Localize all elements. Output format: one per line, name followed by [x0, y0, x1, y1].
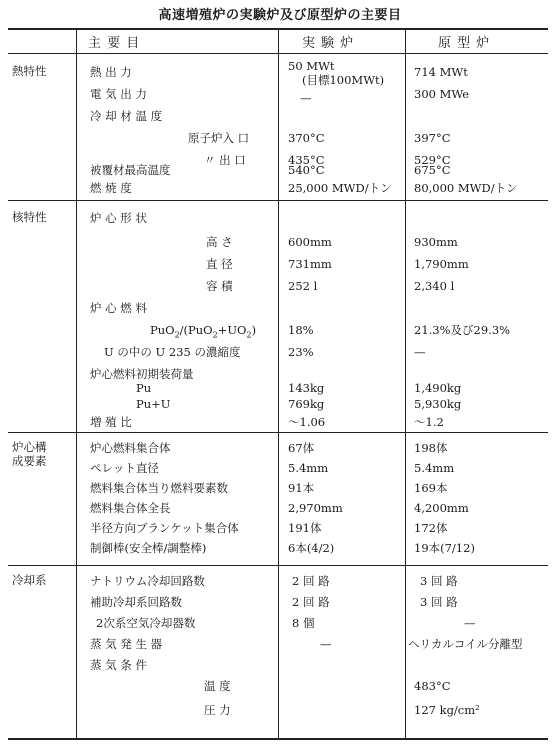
- value-prototype: 19本(7/12): [414, 541, 475, 555]
- header-item: 主 要 目: [88, 36, 141, 51]
- value-prototype: 675°C: [414, 163, 451, 177]
- value-prototype: —: [464, 616, 476, 630]
- value-prototype: 2,340 l: [414, 279, 455, 293]
- category-core-line1: 炉心構: [12, 440, 47, 454]
- row-label: 半径方向ブランケット集合体: [90, 521, 239, 535]
- page-title: 高速増殖炉の実験炉及び原型炉の主要目: [158, 8, 402, 23]
- row-label: 〃 出 口: [204, 153, 246, 167]
- row-label: Pu+U: [136, 397, 171, 411]
- row-label: 圧 力: [204, 703, 231, 717]
- value-prototype: 198体: [414, 441, 448, 455]
- column-divider: [278, 28, 279, 740]
- value-experimental: ～1.06: [288, 415, 326, 429]
- row-label-puo2-ratio: $PuO_2/(PuO_2+UO_2)$: [150, 323, 257, 340]
- row-label: 温 度: [204, 679, 231, 693]
- value-prototype: 127 kg/cm²: [414, 703, 480, 717]
- value-experimental: 435°C: [288, 153, 325, 167]
- row-label: 容 積: [206, 279, 233, 293]
- value-experimental: 67体: [288, 441, 315, 455]
- row-label: 炉心燃料初期装荷量: [90, 367, 194, 381]
- row-label: 蒸 気 条 件: [90, 658, 147, 672]
- value-experimental: 252 l: [288, 279, 318, 293]
- category-thermal: 熱特性: [12, 64, 47, 78]
- value-experimental: 191体: [288, 521, 322, 535]
- value-experimental-note: (目標100MWt): [302, 73, 385, 87]
- value-prototype: ～1.2: [414, 415, 444, 429]
- row-label: 電 気 出 力: [90, 87, 147, 101]
- value-experimental: 5.4mm: [288, 461, 329, 475]
- value-prototype: 80,000 MWD/トン: [414, 181, 518, 195]
- spec-table: [8, 28, 548, 740]
- value-experimental: 600mm: [288, 235, 332, 249]
- value-experimental: 6本(4/2): [288, 541, 335, 555]
- category-cooling: 冷却系: [12, 573, 47, 587]
- value-prototype: 1,790mm: [414, 257, 469, 271]
- value-experimental: 18%: [288, 323, 314, 337]
- row-label: 原子炉入 口: [188, 131, 250, 145]
- row-label: 燃 焼 度: [90, 181, 132, 195]
- value-prototype: 5.4mm: [414, 461, 455, 475]
- category-nuclear: 核特性: [12, 210, 47, 224]
- value-prototype: 21.3%及び29.3%: [414, 323, 511, 337]
- row-label: 増 殖 比: [90, 415, 132, 429]
- value-prototype: 300 MWe: [414, 87, 470, 101]
- value-experimental: 25,000 MWD/トン: [288, 181, 392, 195]
- value-experimental: 50 MWt: [288, 59, 335, 73]
- row-label: 直 径: [206, 257, 233, 271]
- value-experimental: 2 回 路: [292, 574, 330, 588]
- value-experimental: 23%: [288, 345, 314, 359]
- value-prototype: 169本: [414, 481, 448, 495]
- value-experimental: —: [320, 637, 332, 651]
- value-prototype: 397°C: [414, 131, 451, 145]
- value-experimental: —: [300, 91, 312, 105]
- value-prototype: 172体: [414, 521, 448, 535]
- header-prototype: 原 型 炉: [438, 36, 491, 51]
- row-label: 炉 心 燃 料: [90, 301, 147, 315]
- row-label: 燃料集合体全長: [90, 501, 171, 515]
- value-experimental: 2,970mm: [288, 501, 343, 515]
- value-prototype: —: [414, 345, 426, 359]
- value-experimental: 143kg: [288, 381, 325, 395]
- header-experimental: 実 験 炉: [302, 36, 355, 51]
- row-label: 補助冷却系回路数: [90, 595, 182, 609]
- value-prototype: 3 回 路: [420, 574, 458, 588]
- value-prototype: 930mm: [414, 235, 458, 249]
- row-label: 制御棒(安全棒/調整棒): [90, 541, 207, 555]
- column-divider: [405, 28, 406, 740]
- row-label: 燃料集合体当り燃料要素数: [90, 481, 228, 495]
- value-prototype: ヘリカルコイル分離型: [408, 637, 523, 651]
- column-divider: [76, 28, 77, 740]
- row-label: 冷 却 材 温 度: [90, 109, 163, 123]
- row-label: 炉 心 形 状: [90, 211, 147, 225]
- value-prototype: 529°C: [414, 153, 451, 167]
- row-label: Pu: [136, 381, 152, 395]
- value-prototype: 3 回 路: [420, 595, 458, 609]
- row-label: 高 さ: [206, 235, 233, 249]
- value-prototype: 1,490kg: [414, 381, 462, 395]
- row-label: 蒸 気 発 生 器: [90, 637, 163, 651]
- value-prototype: 483°C: [414, 679, 451, 693]
- value-prototype: 5,930kg: [414, 397, 462, 411]
- row-label: 熱 出 力: [90, 65, 132, 79]
- value-experimental: 8 個: [292, 616, 315, 630]
- row-label: ナトリウム冷却回路数: [90, 574, 205, 588]
- row-label: 被覆材最高温度: [90, 163, 171, 177]
- value-experimental: 731mm: [288, 257, 332, 271]
- value-experimental: 370°C: [288, 131, 325, 145]
- row-label: U の中の U 235 の濃縮度: [104, 345, 241, 359]
- row-label: 2次系空気冷却器数: [96, 616, 196, 630]
- category-core-line2: 成要素: [12, 454, 47, 468]
- value-prototype: 4,200mm: [414, 501, 469, 515]
- row-label: 炉心燃料集合体: [90, 441, 171, 455]
- value-experimental: 91本: [288, 481, 315, 495]
- value-prototype: 714 MWt: [414, 65, 468, 79]
- row-label: ペレット直径: [90, 461, 159, 475]
- value-experimental: 2 回 路: [292, 595, 330, 609]
- value-experimental: 540°C: [288, 163, 325, 177]
- value-experimental: 769kg: [288, 397, 325, 411]
